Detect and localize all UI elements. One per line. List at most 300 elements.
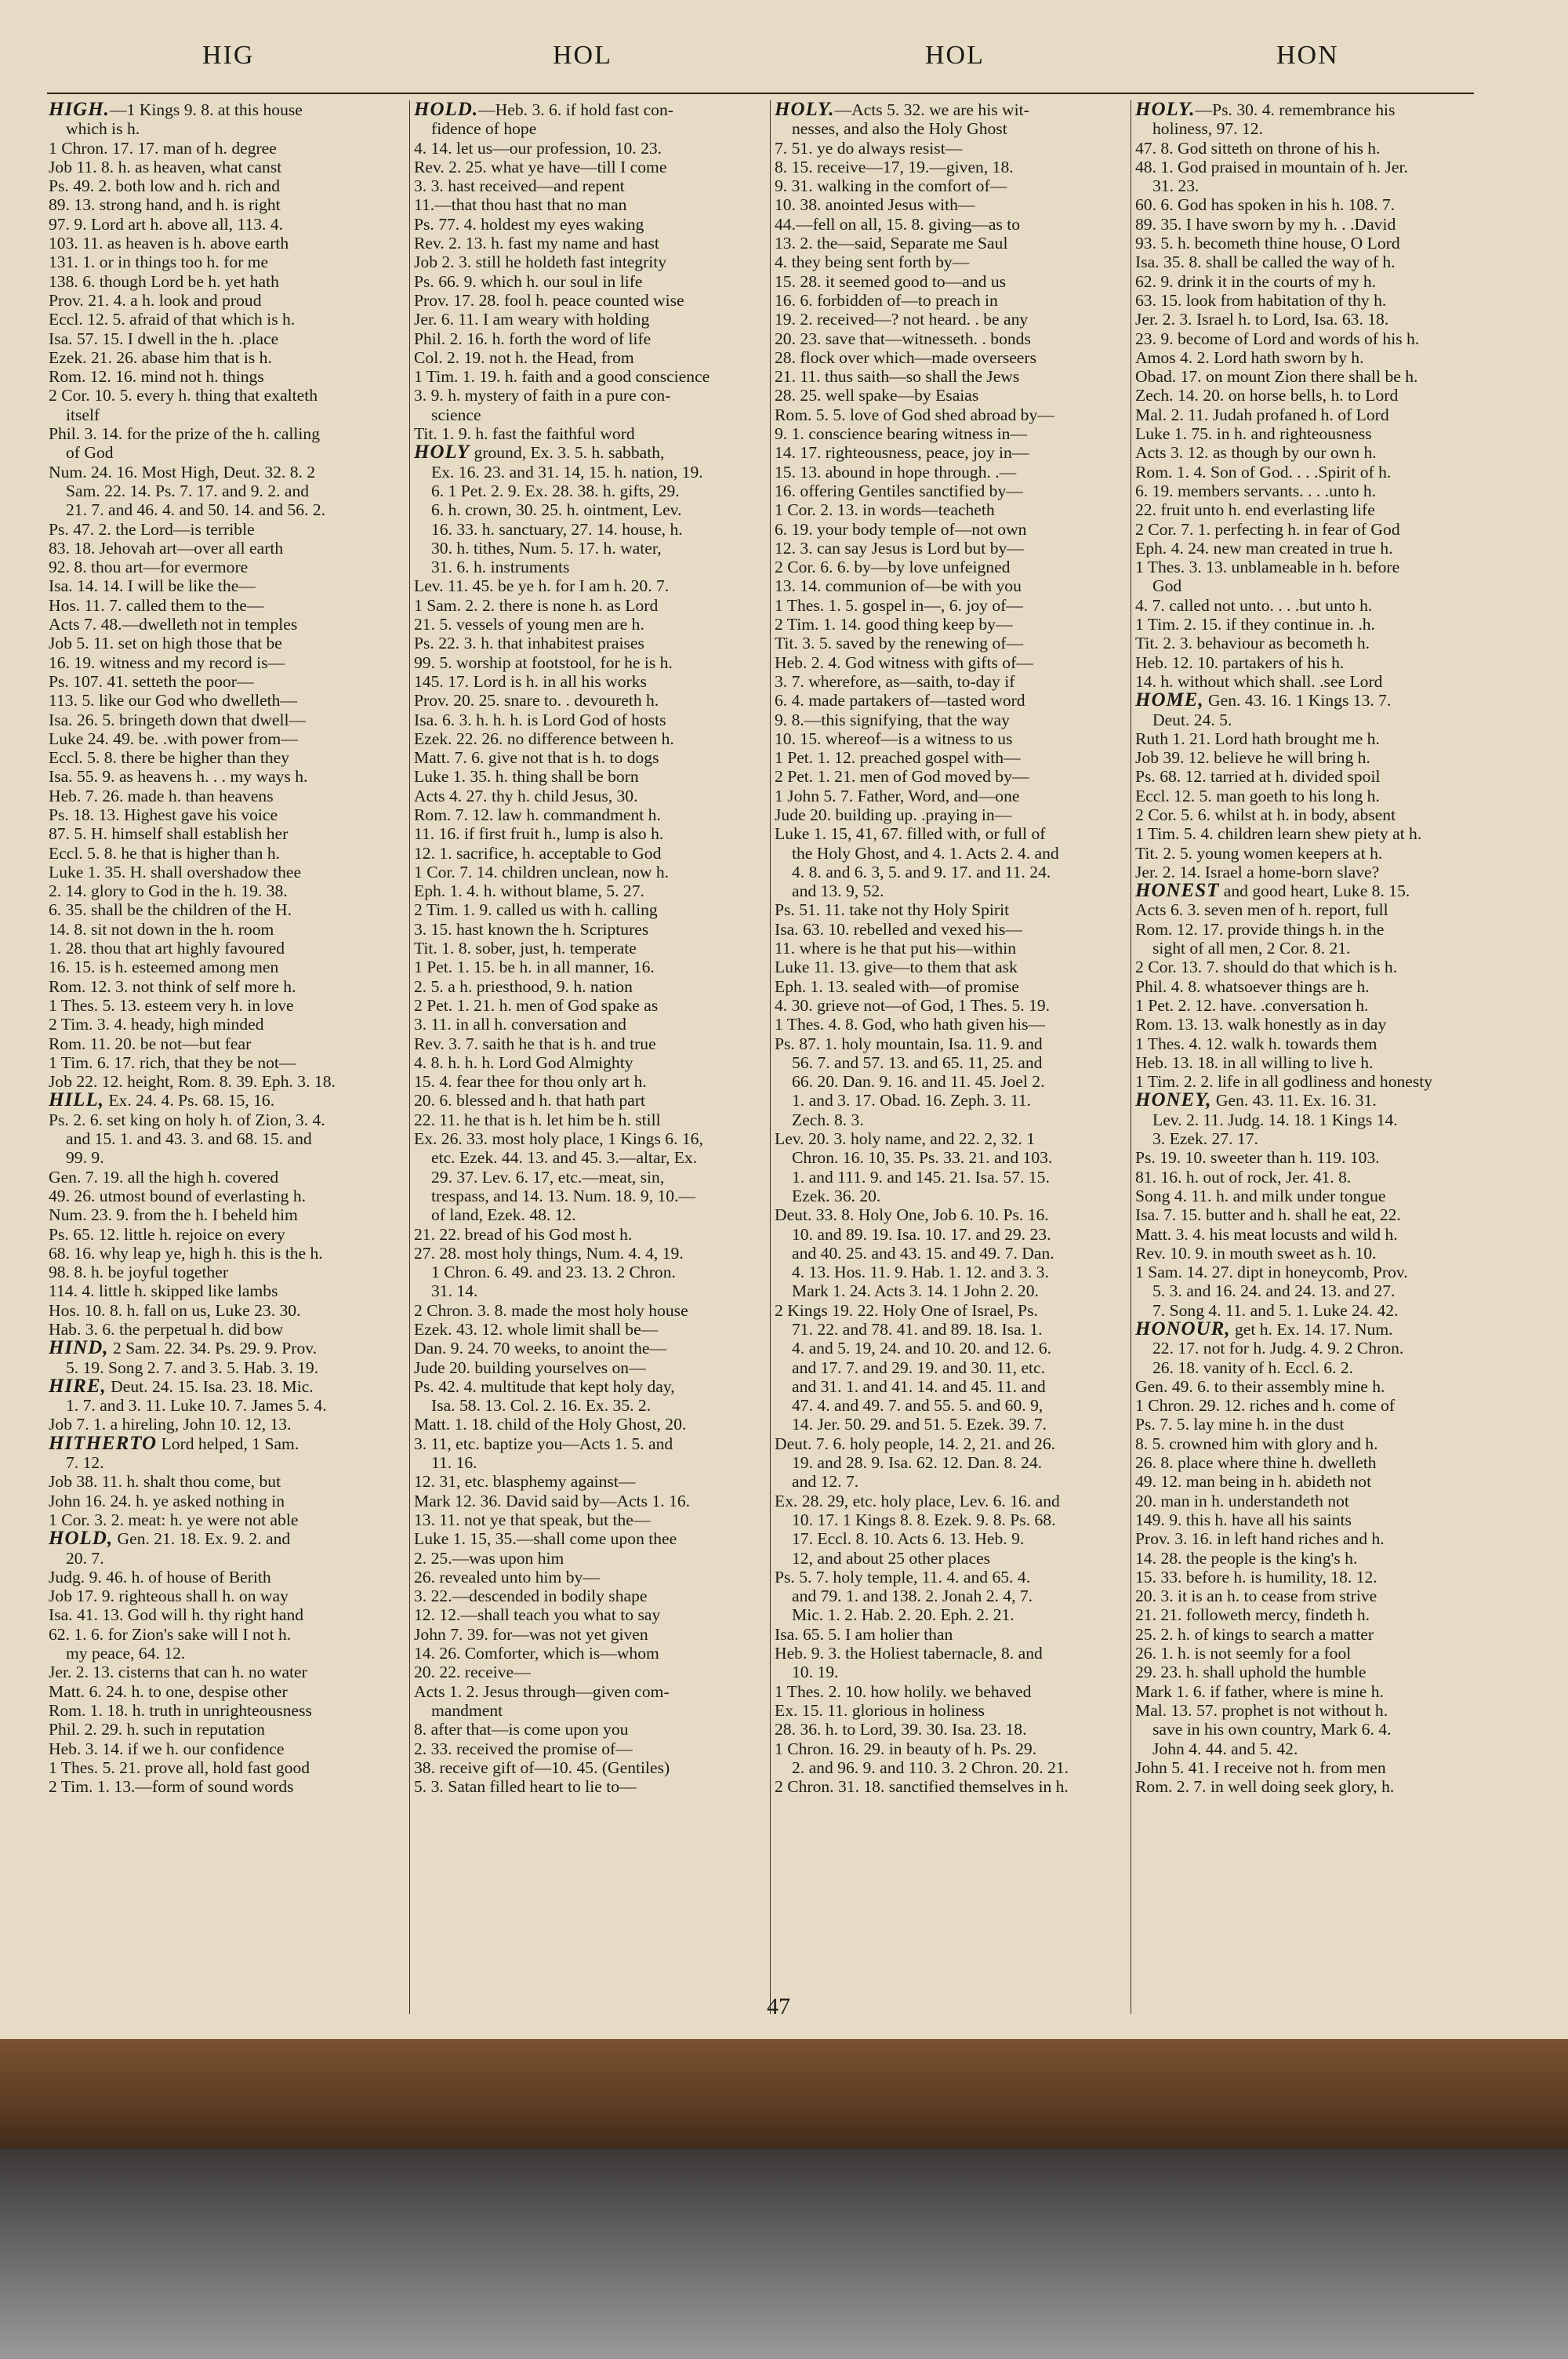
entry-keyword: HILL, — [49, 1089, 104, 1111]
entry-line — [49, 1415, 401, 1434]
entry-text: 93. 5. h. becometh thine house, O Lord — [1135, 234, 1400, 253]
entry-line — [414, 329, 767, 348]
entry-line — [1135, 711, 1488, 729]
entry-line — [1135, 1605, 1488, 1624]
page-number: 47 — [767, 1994, 790, 2019]
entry-line — [1135, 539, 1488, 558]
entry-line — [1135, 787, 1488, 805]
entry-line — [414, 253, 767, 271]
entry-line — [775, 1034, 1127, 1053]
entry-line — [414, 1091, 767, 1110]
entry-text: Luke 1. 15, 41, 67. filled with, or full of — [775, 824, 1046, 844]
entry-text: 47. 4. and 49. 7. and 55. 5. and 60. 9, — [792, 1396, 1044, 1416]
background-surface — [0, 2149, 1568, 2359]
entry-text: 31. 6. h. instruments — [431, 558, 570, 577]
entry-line — [414, 863, 767, 881]
running-head-3: HOL — [925, 41, 985, 70]
entry-line — [775, 1549, 1127, 1568]
entry-line — [414, 596, 767, 615]
entry-text: 22. 17. not for h. Judg. 4. 9. 2 Chron. — [1152, 1339, 1404, 1358]
running-head-4: HON — [1276, 41, 1339, 70]
entry-text: Job 38. 11. h. shalt thou come, but — [49, 1472, 281, 1492]
entry-line — [414, 1244, 767, 1263]
entry-text: 2 Cor. 10. 5. every h. thing that exalteth — [49, 386, 318, 405]
entry-line — [414, 787, 767, 805]
entry-line — [1135, 653, 1488, 672]
entry-text: 2 Pet. 1. 21. h. men of God spake as — [414, 995, 659, 1015]
entry-line — [775, 1587, 1127, 1605]
entry-line — [49, 1225, 401, 1244]
entry-line — [49, 767, 401, 786]
entry-line — [49, 386, 401, 405]
entry-text: 62. 1. 6. for Zion's sake will I not h. — [49, 1624, 292, 1644]
entry-text: —Heb. 3. 6. if hold fast con- — [478, 100, 673, 119]
entry-line — [414, 291, 767, 310]
entry-line — [775, 653, 1127, 672]
entry-line — [1135, 520, 1488, 539]
entry-text: and 40. 25. and 43. 15. and 49. 7. Dan. — [792, 1243, 1054, 1263]
entry-text: Zech. 8. 3. — [792, 1110, 864, 1129]
column-divider — [770, 100, 771, 2014]
column-2 — [414, 100, 767, 2014]
entry-text: Phil. 4. 8. whatsoever things are h. — [1135, 976, 1370, 996]
entry-line — [775, 1015, 1127, 1034]
entry-text: 14. 26. Comforter, which is—whom — [414, 1644, 659, 1663]
entry-line — [775, 996, 1127, 1015]
column-1 — [49, 100, 401, 2014]
entry-line — [49, 1472, 401, 1491]
entry-text: Ps. 51. 11. take not thy Holy Spirit — [775, 900, 1010, 920]
entry-line — [414, 215, 767, 234]
entry-text: Ps. 87. 1. holy mountain, Isa. 11. 9. and — [775, 1034, 1043, 1053]
entry-line — [775, 1168, 1127, 1187]
entry-line — [414, 634, 767, 652]
entry-text: Heb. 9. 3. the Holiest tabernacle, 8. and — [775, 1644, 1043, 1663]
entry-line — [1135, 748, 1488, 767]
entry-line — [1135, 500, 1488, 519]
entry-text: Acts 1. 2. Jesus through—given com- — [414, 1681, 670, 1701]
entry-line — [414, 424, 767, 443]
entry-text: 11. 16. if first fruit h., lump is also h. — [414, 824, 664, 844]
entry-line — [1135, 348, 1488, 367]
entry-text: Heb. 7. 26. made h. than heavens — [49, 786, 274, 805]
entry-text: 1 Sam. 2. 2. there is none h. as Lord — [414, 595, 659, 615]
entry-line — [49, 634, 401, 652]
entry-text: 89. 13. strong hand, and h. is right — [49, 195, 281, 215]
entry-text: 3. 22.—descended in bodily shape — [414, 1587, 648, 1606]
entry-text: 103. 11. as heaven is h. above earth — [49, 234, 289, 253]
entry-text: Jer. 6. 11. I am weary with holding — [414, 310, 650, 329]
entry-line — [775, 576, 1127, 595]
entry-line — [1135, 1225, 1488, 1244]
entry-text: Ps. 65. 12. little h. rejoice on every — [49, 1224, 285, 1244]
entry-text: 7. Song 4. 11. and 5. 1. Luke 24. 42. — [1152, 1300, 1399, 1320]
entry-line — [49, 576, 401, 595]
entry-line — [49, 119, 401, 138]
entry-text: mandment — [431, 1700, 503, 1720]
entry-text: and 79. 1. and 138. 2. Jonah 2. 4, 7. — [792, 1587, 1033, 1606]
entry-text: 21. 7. and 46. 4. and 50. 14. and 56. 2. — [66, 500, 326, 520]
entry-text: 8. after that—is come upon you — [414, 1720, 629, 1739]
entry-line — [1135, 1053, 1488, 1072]
entry-line — [775, 195, 1127, 214]
entry-line — [49, 1396, 401, 1415]
entry-text: 5. 3. Satan filled heart to lie to— — [414, 1777, 637, 1797]
entry-line — [49, 672, 401, 691]
entry-line — [414, 977, 767, 996]
entry-line — [1135, 863, 1488, 881]
entry-line — [1135, 1377, 1488, 1396]
entry-text: 19. and 28. 9. Isa. 62. 12. Dan. 8. 24. — [792, 1453, 1043, 1473]
entry-text: Ps. 7. 5. lay mine h. in the dust — [1135, 1415, 1345, 1434]
entry-line — [49, 348, 401, 367]
entry-line — [49, 463, 401, 482]
entry-text: 4. 14. let us—our profession, 10. 23. — [414, 138, 662, 158]
entry-text: 1 Tim. 2. 15. if they continue in. .h. — [1135, 615, 1375, 634]
entry-text: Eph. 4. 24. new man created in true h. — [1135, 538, 1393, 558]
entry-line — [414, 672, 767, 691]
entry-line — [414, 119, 767, 138]
entry-text: Deut. 7. 6. holy people, 14. 2, 21. and 26. — [775, 1434, 1056, 1453]
entry-text: 3. 7. wherefore, as—saith, to-day if — [775, 671, 1015, 691]
entry-text: Acts 3. 12. as though by our own h. — [1135, 443, 1377, 463]
entry-line — [414, 1205, 767, 1224]
entry-text: 12. 31, etc. blasphemy against— — [414, 1472, 636, 1492]
entry-line — [1135, 158, 1488, 176]
entry-line — [414, 1472, 767, 1491]
entry-text: Rom. 12. 3. not think of self more h. — [49, 976, 296, 996]
entry-text: Ex. 16. 23. and 31. 14, 15. h. nation, 19. — [431, 462, 703, 482]
entry-text: Ex. 26. 33. most holy place, 1 Kings 6. 16, — [414, 1129, 703, 1149]
entry-line — [775, 234, 1127, 253]
entry-text: 27. 28. most holy things, Num. 4. 4, 19. — [414, 1243, 684, 1263]
entry-text: Isa. 63. 10. rebelled and vexed his— — [775, 919, 1023, 939]
entry-text: Ezek. 43. 12. whole limit shall be— — [414, 1320, 659, 1339]
entry-text: 31. 14. — [431, 1281, 478, 1301]
entry-text: 8. 5. crowned him with glory and h. — [1135, 1434, 1378, 1453]
entry-line — [1135, 119, 1488, 138]
entry-line — [49, 920, 401, 939]
entry-text: Matt. 7. 6. give not that is h. to dogs — [414, 748, 659, 768]
entry-line — [49, 1568, 401, 1587]
entry-text: 1. and 3. 17. Obad. 16. Zeph. 3. 11. — [792, 1091, 1032, 1110]
entry-text: which is h. — [66, 119, 140, 139]
entry-heading-line — [1135, 100, 1488, 119]
entry-text: Prov. 20. 25. snare to. . devoureth h. — [414, 691, 659, 711]
entry-text: 14. h. without which shall. .see Lord — [1135, 671, 1383, 691]
entry-text: 49. 26. utmost bound of everlasting h. — [49, 1186, 307, 1205]
entry-text: 63. 15. look from habitation of thy h. — [1135, 290, 1387, 310]
entry-text: 20. 22. receive— — [414, 1663, 531, 1682]
entry-line — [49, 1148, 401, 1167]
entry-line — [775, 1339, 1127, 1358]
entry-text: Ps. 18. 13. Highest gave his voice — [49, 805, 278, 824]
entry-text: Tit. 1. 8. sober, just, h. temperate — [414, 939, 637, 958]
entry-text: Mark 1. 6. if father, where is mine h. — [1135, 1681, 1384, 1701]
entry-text: and 12. 7. — [792, 1472, 859, 1492]
entry-text: 12. 1. sacrifice, h. acceptable to God — [414, 843, 662, 863]
entry-text: 6. 1 Pet. 2. 9. Ex. 28. 38. h. gifts, 29. — [431, 481, 680, 500]
entry-line — [775, 1492, 1127, 1510]
entry-text: 4. 30. grieve not—of God, 1 Thes. 5. 19. — [775, 995, 1051, 1015]
entry-line — [414, 824, 767, 843]
entry-text: 2 Sam. 22. 34. Ps. 29. 9. Prov. — [108, 1339, 318, 1358]
entry-text: save in his own country, Mark 6. 4. — [1152, 1720, 1392, 1739]
entry-text: Jer. 2. 3. Israel h. to Lord, Isa. 63. 18. — [1135, 310, 1389, 329]
entry-heading-line — [1135, 691, 1488, 710]
entry-line — [49, 1510, 401, 1529]
entry-text: 1 Chron. 6. 49. and 23. 13. 2 Chron. — [431, 1263, 676, 1282]
entry-text: 13. 11. not ye that speak, but the— — [414, 1510, 651, 1529]
entry-text: Acts 6. 3. seven men of h. report, full — [1135, 900, 1388, 920]
entry-line — [414, 1434, 767, 1453]
entry-line — [414, 1187, 767, 1205]
entry-line — [49, 958, 401, 976]
entry-line — [49, 1187, 401, 1205]
entry-line — [49, 329, 401, 348]
entry-line — [49, 1701, 401, 1720]
entry-line — [49, 711, 401, 729]
entry-line — [1135, 443, 1488, 462]
entry-line — [49, 863, 401, 881]
entry-heading-line — [414, 443, 767, 462]
entry-text: Lev. 2. 11. Judg. 14. 18. 1 Kings 14. — [1152, 1110, 1398, 1129]
entry-text: 9. 8.—this signifying, that the way — [775, 710, 1010, 729]
entry-line — [414, 1015, 767, 1034]
entry-text: itself — [66, 405, 100, 424]
entry-text: 6. 35. shall be the children of the H. — [49, 900, 292, 920]
entry-line — [414, 272, 767, 291]
entry-line — [1135, 939, 1488, 958]
entry-line — [49, 691, 401, 710]
entry-text: 16. offering Gentiles sanctified by— — [775, 481, 1023, 500]
entry-text: 11.—that thou hast that no man — [414, 195, 627, 215]
entry-heading-line — [1135, 1320, 1488, 1339]
entry-line — [49, 1301, 401, 1320]
entry-line — [775, 1396, 1127, 1415]
entry-text: Amos 4. 2. Lord hath sworn by h. — [1135, 347, 1364, 367]
entry-line — [775, 1701, 1127, 1720]
entry-text: 28. 36. h. to Lord, 39. 30. Isa. 23. 18. — [775, 1720, 1027, 1739]
entry-line — [414, 310, 767, 329]
entry-text: John 16. 24. h. ye asked nothing in — [49, 1491, 285, 1510]
entry-text: Rev. 3. 7. saith he that is h. and true — [414, 1034, 656, 1053]
entry-line — [49, 1072, 401, 1091]
entry-line — [775, 1510, 1127, 1529]
entry-text: 2 Chron. 31. 18. sanctified themselves in h. — [775, 1777, 1069, 1797]
entry-text: Num. 24. 16. Most High, Deut. 32. 8. 2 — [49, 462, 316, 482]
entry-line — [1135, 1739, 1488, 1758]
entry-line — [1135, 1777, 1488, 1796]
entry-line — [414, 195, 767, 214]
entry-line — [414, 234, 767, 253]
entry-line — [1135, 1415, 1488, 1434]
entry-line — [1135, 844, 1488, 863]
entry-text: 48. 1. God praised in mountain of h. Jer. — [1135, 157, 1408, 176]
entry-text: 14. 17. righteousness, peace, joy in— — [775, 443, 1029, 463]
entry-line — [775, 1453, 1127, 1472]
entry-text: 4. 8. and 6. 3, 5. and 9. 17. and 11. 24. — [792, 862, 1051, 881]
entry-text: 60. 6. God has spoken in his h. 108. 7. — [1135, 195, 1396, 215]
entry-text: of land, Ezek. 48. 12. — [431, 1205, 576, 1225]
entry-line — [49, 1015, 401, 1034]
entry-line — [414, 729, 767, 748]
entry-line — [49, 1281, 401, 1300]
entry-text: sight of all men, 2 Cor. 8. 21. — [1152, 939, 1351, 958]
entry-line — [1135, 1720, 1488, 1739]
entry-text: 114. 4. little h. skipped like lambs — [49, 1281, 278, 1301]
entry-text: 21. 21. followeth mercy, findeth h. — [1135, 1605, 1370, 1625]
entry-line — [775, 1225, 1127, 1244]
entry-line — [49, 158, 401, 176]
entry-text: Eccl. 5. 8. there be higher than they — [49, 748, 289, 768]
entry-text: 97. 9. Lord art h. above all, 113. 4. — [49, 214, 284, 234]
entry-text: Song 4. 11. h. and milk under tongue — [1135, 1186, 1386, 1205]
entry-line — [775, 1568, 1127, 1587]
entry-line — [414, 576, 767, 595]
entry-line — [1135, 1682, 1488, 1701]
entry-line — [775, 615, 1127, 634]
entry-text: 1 Cor. 2. 13. in words—teacheth — [775, 500, 995, 520]
entry-text: John 7. 39. for—was not yet given — [414, 1624, 648, 1644]
entry-text: 13. 2. the—said, Separate me Saul — [775, 234, 1008, 253]
entry-text: Eph. 1. 13. sealed with—of promise — [775, 976, 1019, 996]
entry-text: 26. 18. vanity of h. Eccl. 6. 2. — [1152, 1358, 1354, 1377]
entry-text: Matt. 6. 24. h. to one, despise other — [49, 1681, 288, 1701]
entry-text: Isa. 41. 13. God will h. thy right hand — [49, 1605, 304, 1625]
entry-text: 1 Tim. 1. 19. h. faith and a good conscience — [414, 367, 710, 387]
entry-text: 83. 18. Jehovah art—over all earth — [49, 538, 284, 558]
entry-line — [414, 1682, 767, 1701]
entry-line — [49, 1244, 401, 1263]
entry-line — [775, 463, 1127, 482]
entry-keyword: HIGH. — [49, 100, 110, 120]
entry-text: 4. they being sent forth by— — [775, 253, 970, 272]
entry-line — [49, 729, 401, 748]
entry-text: Ruth 1. 21. Lord hath brought me h. — [1135, 729, 1380, 748]
entry-text: Lev. 11. 45. be ye h. for I am h. 20. 7. — [414, 576, 670, 596]
entry-text: Eccl. 5. 8. he that is higher than h. — [49, 843, 281, 863]
column-3 — [775, 100, 1127, 2014]
entry-line — [1135, 1034, 1488, 1053]
entry-text: 26. 8. place where thine h. dwelleth — [1135, 1453, 1377, 1473]
entry-text: Ps. 42. 4. multitude that kept holy day, — [414, 1376, 675, 1396]
entry-text: 81. 16. h. out of rock, Jer. 41. 8. — [1135, 1167, 1352, 1187]
entry-text: 30. h. tithes, Num. 5. 17. h. water, — [431, 538, 662, 558]
entry-line — [775, 1320, 1127, 1339]
entry-text: 20. 7. — [66, 1548, 104, 1568]
entry-line — [414, 1168, 767, 1187]
entry-line — [414, 805, 767, 824]
entry-text: 29. 37. Lev. 6. 17, etc.—meat, sin, — [431, 1167, 665, 1187]
entry-line — [1135, 1339, 1488, 1358]
entry-text: get h. Ex. 14. 17. Num. — [1230, 1320, 1393, 1339]
entry-text: Isa. 35. 8. shall be called the way of h. — [1135, 253, 1396, 272]
entry-text: 11. where is he that put his—within — [775, 939, 1017, 958]
entry-text: Heb. 2. 4. God witness with gifts of— — [775, 652, 1033, 672]
entry-text: 131. 1. or in things too h. for me — [49, 253, 269, 272]
entry-line — [775, 1644, 1127, 1663]
entry-text: Rom. 5. 5. love of God shed abroad by— — [775, 405, 1054, 424]
entry-line — [1135, 1529, 1488, 1548]
entry-line — [775, 977, 1127, 996]
entry-line — [1135, 576, 1488, 595]
entry-text: 21. 5. vessels of young men are h. — [414, 615, 644, 634]
entry-line — [1135, 1396, 1488, 1415]
entry-line — [49, 1625, 401, 1644]
entry-line — [49, 1129, 401, 1148]
entry-text: 99. 5. worship at footstool, for he is h. — [414, 652, 673, 672]
entry-heading-line — [49, 1434, 401, 1453]
entry-keyword: HITHERTO — [49, 1432, 158, 1454]
entry-line — [775, 767, 1127, 786]
entry-line — [775, 1663, 1127, 1681]
entry-text: of God — [66, 443, 114, 463]
entry-text: Hos. 10. 8. h. fall on us, Luke 23. 30. — [49, 1300, 301, 1320]
entry-text: 3. 15. hast known the h. Scriptures — [414, 919, 649, 939]
entry-text: Sam. 22. 14. Ps. 7. 17. and 9. 2. and — [66, 481, 310, 500]
entry-text: 6. 4. made partakers of—tasted word — [775, 691, 1025, 711]
entry-keyword: HOLY. — [775, 100, 835, 120]
entry-text: 5. 19. Song 2. 7. and 3. 5. Hab. 3. 19. — [66, 1358, 319, 1377]
entry-line — [775, 119, 1127, 138]
entry-text: Gen. 43. 11. Ex. 16. 31. — [1211, 1091, 1377, 1110]
entry-text: 16. 15. is h. esteemed among men — [49, 958, 279, 977]
entry-text: 19. 2. received—? not heard. . be any — [775, 310, 1029, 329]
entry-text: Ps. 5. 7. holy temple, 11. 4. and 65. 4. — [775, 1567, 1031, 1587]
entry-line — [49, 443, 401, 462]
entry-line — [1135, 767, 1488, 786]
entry-text: 3. 11, etc. baptize you—Acts 1. 5. and — [414, 1434, 673, 1453]
entry-line — [49, 881, 401, 900]
entry-line — [49, 596, 401, 615]
entry-text: 1 Sam. 14. 27. dipt in honeycomb, Prov. — [1135, 1263, 1408, 1282]
entry-line — [775, 1281, 1127, 1300]
entry-line — [775, 1358, 1127, 1377]
entry-line — [49, 195, 401, 214]
entry-line — [775, 176, 1127, 195]
running-head-2: HOL — [553, 41, 612, 70]
entry-text: Phil. 2. 29. h. such in reputation — [49, 1720, 265, 1739]
entry-line — [414, 539, 767, 558]
entry-line — [1135, 215, 1488, 234]
entry-text: Lev. 20. 3. holy name, and 22. 2, 32. 1 — [775, 1129, 1036, 1149]
entry-heading-line — [49, 1091, 401, 1110]
entry-line — [775, 1605, 1127, 1624]
entry-text: 1 John 5. 7. Father, Word, and—one — [775, 786, 1020, 805]
entry-line — [1135, 634, 1488, 652]
entry-text: Jude 20. building yourselves on— — [414, 1358, 646, 1377]
entry-line — [414, 558, 767, 576]
entry-text: Acts 4. 27. thy h. child Jesus, 30. — [414, 786, 638, 805]
entry-text: Deut. 33. 8. Holy One, Job 6. 10. Ps. 16. — [775, 1205, 1049, 1225]
entry-text: Isa. 58. 13. Col. 2. 16. Ex. 35. 2. — [431, 1396, 652, 1416]
entry-line — [414, 1281, 767, 1300]
entry-line — [414, 1492, 767, 1510]
entry-line — [414, 1529, 767, 1548]
entry-line — [1135, 463, 1488, 482]
entry-line — [414, 1605, 767, 1624]
entry-text: John 5. 41. I receive not h. from men — [1135, 1757, 1386, 1777]
entry-line — [1135, 1129, 1488, 1148]
entry-text: Deut. 24. 5. — [1152, 710, 1232, 729]
entry-text: Isa. 57. 15. I dwell in the h. .place — [49, 329, 279, 348]
entry-keyword: HOLD, — [49, 1528, 114, 1550]
entry-line — [775, 482, 1127, 500]
entry-line — [775, 596, 1127, 615]
entry-text: 2 Cor. 7. 1. perfecting h. in fear of God — [1135, 519, 1400, 539]
entry-line — [414, 1320, 767, 1339]
